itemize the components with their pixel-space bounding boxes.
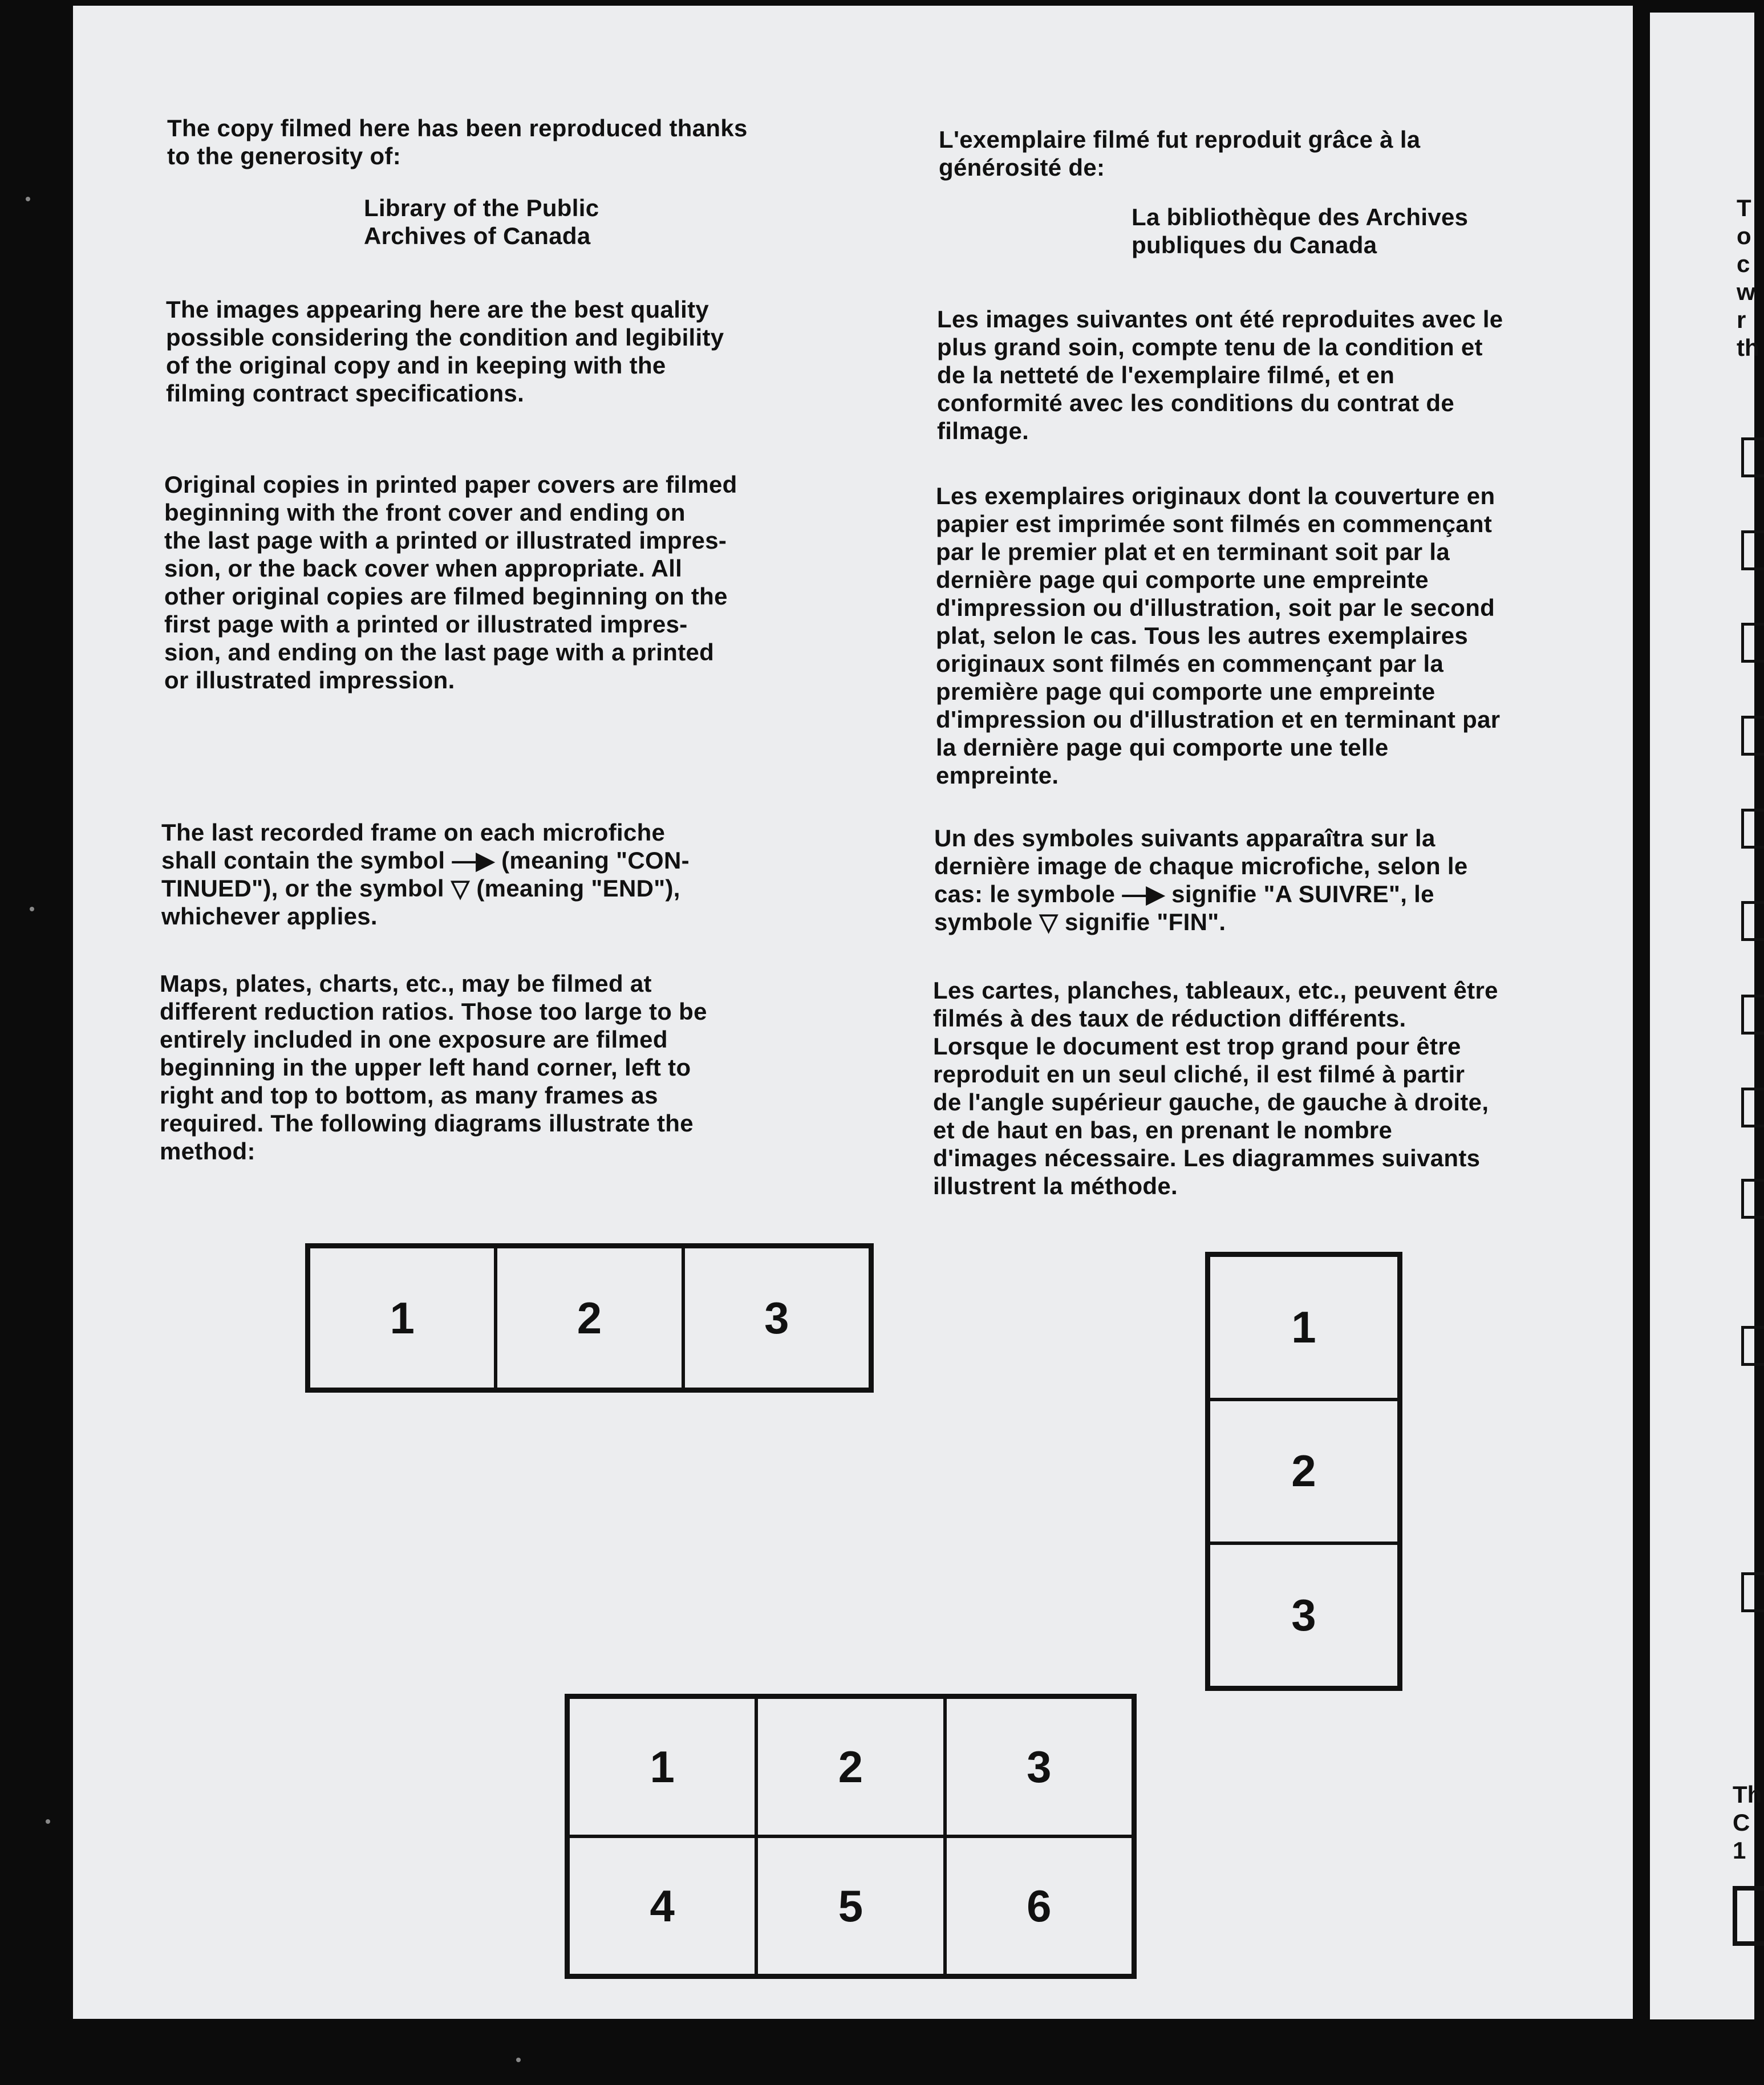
text-line: w bbox=[1737, 278, 1755, 305]
checkbox-mark bbox=[1741, 716, 1764, 756]
text-line: d'images nécessaire. Les diagrammes suivants bbox=[933, 1145, 1481, 1171]
text-line: La bibliothèque des Archives bbox=[1132, 204, 1469, 230]
covers-paragraph-fr bbox=[936, 482, 1500, 789]
text-line: sion, or the back cover when appropriate. All bbox=[164, 555, 683, 582]
frame-number-cell: 3 bbox=[945, 1697, 1133, 1836]
frame-number-cell: 5 bbox=[756, 1836, 944, 1976]
text-line: T bbox=[1737, 194, 1751, 221]
diagram-horizontal-three-frames bbox=[305, 1243, 874, 1393]
text-line: Archives of Canada bbox=[364, 222, 591, 249]
text-line: filmage. bbox=[937, 417, 1029, 444]
text-line: symbole ▽ signifie "FIN". bbox=[934, 908, 1226, 935]
text-line: or illustrated impression. bbox=[164, 667, 455, 693]
frame-number-cell: 1 bbox=[1209, 1255, 1399, 1400]
text-line: The copy filmed here has been reproduced thanks bbox=[167, 115, 748, 141]
text-line: to the generosity of: bbox=[167, 143, 401, 169]
text-line: C bbox=[1733, 1809, 1750, 1836]
adjacent-page-text-top bbox=[1737, 194, 1759, 362]
text-line: générosité de: bbox=[939, 154, 1105, 181]
text-line: Un des symboles suivants apparaîtra sur la bbox=[934, 825, 1435, 851]
text-line: different reduction ratios. Those too large to be bbox=[160, 998, 707, 1025]
symbols-paragraph-en bbox=[161, 818, 690, 930]
text-line: Th bbox=[1733, 1781, 1762, 1808]
text-line: whichever applies. bbox=[161, 903, 378, 930]
text-line: reproduit en un seul cliché, il est filmé à partir bbox=[933, 1061, 1465, 1088]
text-line: th bbox=[1737, 334, 1759, 361]
text-line: method: bbox=[160, 1138, 256, 1165]
frame-number-cell: 2 bbox=[496, 1247, 683, 1389]
text-line: L'exemplaire filmé fut reproduit grâce à la bbox=[939, 126, 1421, 153]
text-line: c bbox=[1737, 250, 1750, 277]
adjacent-page-text-bottom bbox=[1733, 1780, 1762, 1864]
diagram-six-frame-grid bbox=[565, 1694, 1137, 1979]
text-line: dernière image de chaque microfiche, selon le bbox=[934, 853, 1468, 879]
checkbox-mark bbox=[1741, 1179, 1764, 1219]
text-line: publiques du Canada bbox=[1132, 232, 1377, 258]
quality-paragraph-en bbox=[166, 295, 724, 407]
checkbox-mark bbox=[1741, 530, 1764, 570]
checkbox-mark bbox=[1741, 1088, 1764, 1127]
text-line: r bbox=[1737, 306, 1746, 333]
credit-paragraph-fr bbox=[939, 125, 1420, 181]
frame-number-cell: 6 bbox=[945, 1836, 1133, 1976]
institution-name-fr bbox=[1132, 203, 1468, 259]
filming-notice-page bbox=[73, 6, 1633, 2019]
frame-number-cell: 3 bbox=[1209, 1543, 1399, 1688]
frame-number-cell: 2 bbox=[756, 1697, 944, 1836]
text-line: conformité avec les conditions du contrat de bbox=[937, 390, 1455, 416]
text-line: The last recorded frame on each microfiche bbox=[161, 819, 666, 846]
checkbox-mark bbox=[1741, 995, 1764, 1035]
text-line: illustrent la méthode. bbox=[933, 1173, 1178, 1199]
text-line: first page with a printed or illustrated impres- bbox=[164, 611, 688, 638]
text-line: o bbox=[1737, 222, 1751, 249]
text-line: of the original copy and in keeping with the bbox=[166, 352, 666, 379]
checkbox-mark bbox=[1741, 809, 1764, 849]
text-line: empreinte. bbox=[936, 762, 1059, 789]
text-line: Library of the Public bbox=[364, 194, 599, 221]
text-line: Les images suivantes ont été reproduites avec le bbox=[937, 306, 1503, 332]
maps-paragraph-fr bbox=[933, 976, 1498, 1200]
symbols-paragraph-fr bbox=[934, 824, 1468, 936]
text-line: 1 bbox=[1733, 1837, 1746, 1864]
text-line: plus grand soin, compte tenu de la condition et bbox=[937, 334, 1483, 360]
text-line: cas: le symbole —▶ signifie "A SUIVRE", le bbox=[934, 881, 1434, 907]
checkbox-mark bbox=[1741, 901, 1764, 941]
text-line: Maps, plates, charts, etc., may be filmed at bbox=[160, 970, 652, 997]
text-line: beginning with the front cover and ending on bbox=[164, 499, 686, 526]
text-line: dernière page qui comporte une empreinte bbox=[936, 566, 1429, 593]
maps-paragraph-en bbox=[160, 970, 707, 1165]
dust-speck bbox=[46, 1819, 50, 1824]
text-line: required. The following diagrams illustrate the bbox=[160, 1110, 694, 1137]
text-line: papier est imprimée sont filmés en commençant bbox=[936, 510, 1493, 537]
text-line: de la netteté de l'exemplaire filmé, et en bbox=[937, 362, 1395, 388]
text-line: d'impression ou d'illustration et en terminant par bbox=[936, 706, 1501, 733]
text-line: par le premier plat et en terminant soit par la bbox=[936, 538, 1450, 565]
frame-number-cell: 3 bbox=[683, 1247, 870, 1389]
text-line: la dernière page qui comporte une telle bbox=[936, 734, 1389, 761]
text-line: sion, and ending on the last page with a printed bbox=[164, 639, 715, 666]
adjacent-page-edge bbox=[1650, 13, 1762, 2019]
text-line: shall contain the symbol —▶ (meaning "CON- bbox=[161, 847, 690, 874]
text-line: the last page with a printed or illustrated impres- bbox=[164, 527, 727, 554]
text-line: et de haut en bas, en prenant le nombre bbox=[933, 1117, 1393, 1143]
text-line: right and top to bottom, as many frames as bbox=[160, 1082, 658, 1109]
text-line: entirely included in one exposure are filmed bbox=[160, 1026, 668, 1053]
checkbox-mark bbox=[1741, 623, 1764, 663]
text-line: première page qui comporte une empreinte bbox=[936, 678, 1435, 705]
text-line: Original copies in printed paper covers are filmed bbox=[164, 471, 737, 498]
dust-speck bbox=[26, 197, 30, 201]
text-line: Les cartes, planches, tableaux, etc., peuvent être bbox=[933, 977, 1498, 1004]
text-line: Les exemplaires originaux dont la couverture en bbox=[936, 482, 1495, 509]
frame-number-cell: 4 bbox=[568, 1836, 756, 1976]
frame-number-cell: 1 bbox=[568, 1697, 756, 1836]
text-line: other original copies are filmed beginning on the bbox=[164, 583, 728, 610]
text-line: filming contract specifications. bbox=[166, 380, 525, 407]
credit-paragraph-en bbox=[167, 114, 748, 170]
text-line: The images appearing here are the best quality bbox=[166, 296, 709, 323]
diagram-vertical-three-frames bbox=[1205, 1252, 1402, 1691]
institution-name-en bbox=[364, 194, 599, 250]
text-line: possible considering the condition and legibility bbox=[166, 324, 724, 351]
covers-paragraph-en bbox=[164, 470, 737, 694]
text-line: d'impression ou d'illustration, soit par le second bbox=[936, 594, 1495, 621]
text-line: plat, selon le cas. Tous les autres exemplaires bbox=[936, 622, 1469, 649]
text-line: de l'angle supérieur gauche, de gauche à droite, bbox=[933, 1089, 1489, 1115]
text-line: beginning in the upper left hand corner, left to bbox=[160, 1054, 691, 1081]
checkbox-mark-large bbox=[1733, 1886, 1764, 1946]
dust-speck bbox=[30, 907, 34, 911]
quality-paragraph-fr bbox=[937, 305, 1503, 445]
checkbox-mark bbox=[1741, 437, 1764, 477]
text-line: filmés à des taux de réduction différents. bbox=[933, 1005, 1406, 1032]
text-line: Lorsque le document est trop grand pour être bbox=[933, 1033, 1461, 1060]
checkbox-mark bbox=[1741, 1326, 1764, 1366]
text-line: TINUED"), or the symbol ▽ (meaning "END"), bbox=[161, 875, 680, 902]
dust-speck bbox=[516, 2058, 521, 2062]
checkbox-mark bbox=[1741, 1572, 1764, 1612]
text-line: originaux sont filmés en commençant par la bbox=[936, 650, 1444, 677]
frame-number-cell: 2 bbox=[1209, 1400, 1399, 1544]
frame-number-cell: 1 bbox=[309, 1247, 496, 1389]
